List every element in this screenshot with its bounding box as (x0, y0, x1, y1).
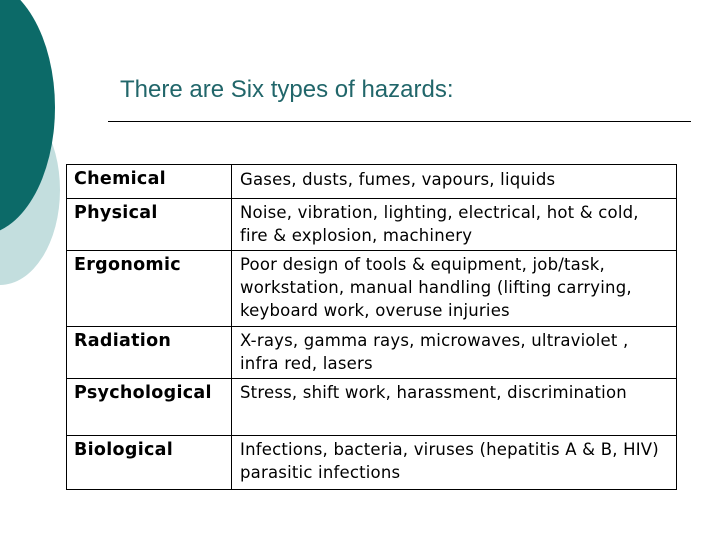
hazard-type: Chemical (67, 165, 232, 199)
table-row (67, 199, 677, 251)
table-row (67, 165, 677, 199)
hazard-type: Psychological (67, 379, 232, 436)
slide-title: There are Six types of hazards: (120, 76, 454, 103)
hazard-examples: Noise, vibration, lighting, electrical, hot & cold, fire & explosion, machinery (232, 199, 677, 251)
table-row (67, 251, 677, 327)
table-row (67, 379, 677, 436)
hazard-examples: Infections, bacteria, viruses (hepatitis A & B, HIV) parasitic infections (232, 436, 677, 490)
table-row (67, 436, 677, 490)
hazard-examples: X-rays, gamma rays, microwaves, ultraviolet , infra red, lasers (232, 327, 677, 379)
hazard-type: Ergonomic (67, 251, 232, 327)
hazard-type: Biological (67, 436, 232, 490)
hazard-examples: Poor design of tools & equipment, job/task, workstation, manual handling (lifting carrying, keyboard work, overuse injuries (232, 251, 677, 327)
hazards-table (66, 164, 677, 490)
hazard-type: Physical (67, 199, 232, 251)
hazard-examples: Gases, dusts, fumes, vapours, liquids (232, 165, 677, 199)
title-underline (108, 121, 691, 122)
hazard-examples: Stress, shift work, harassment, discrimination (232, 379, 677, 436)
hazard-type: Radiation (67, 327, 232, 379)
table-row (67, 327, 677, 379)
